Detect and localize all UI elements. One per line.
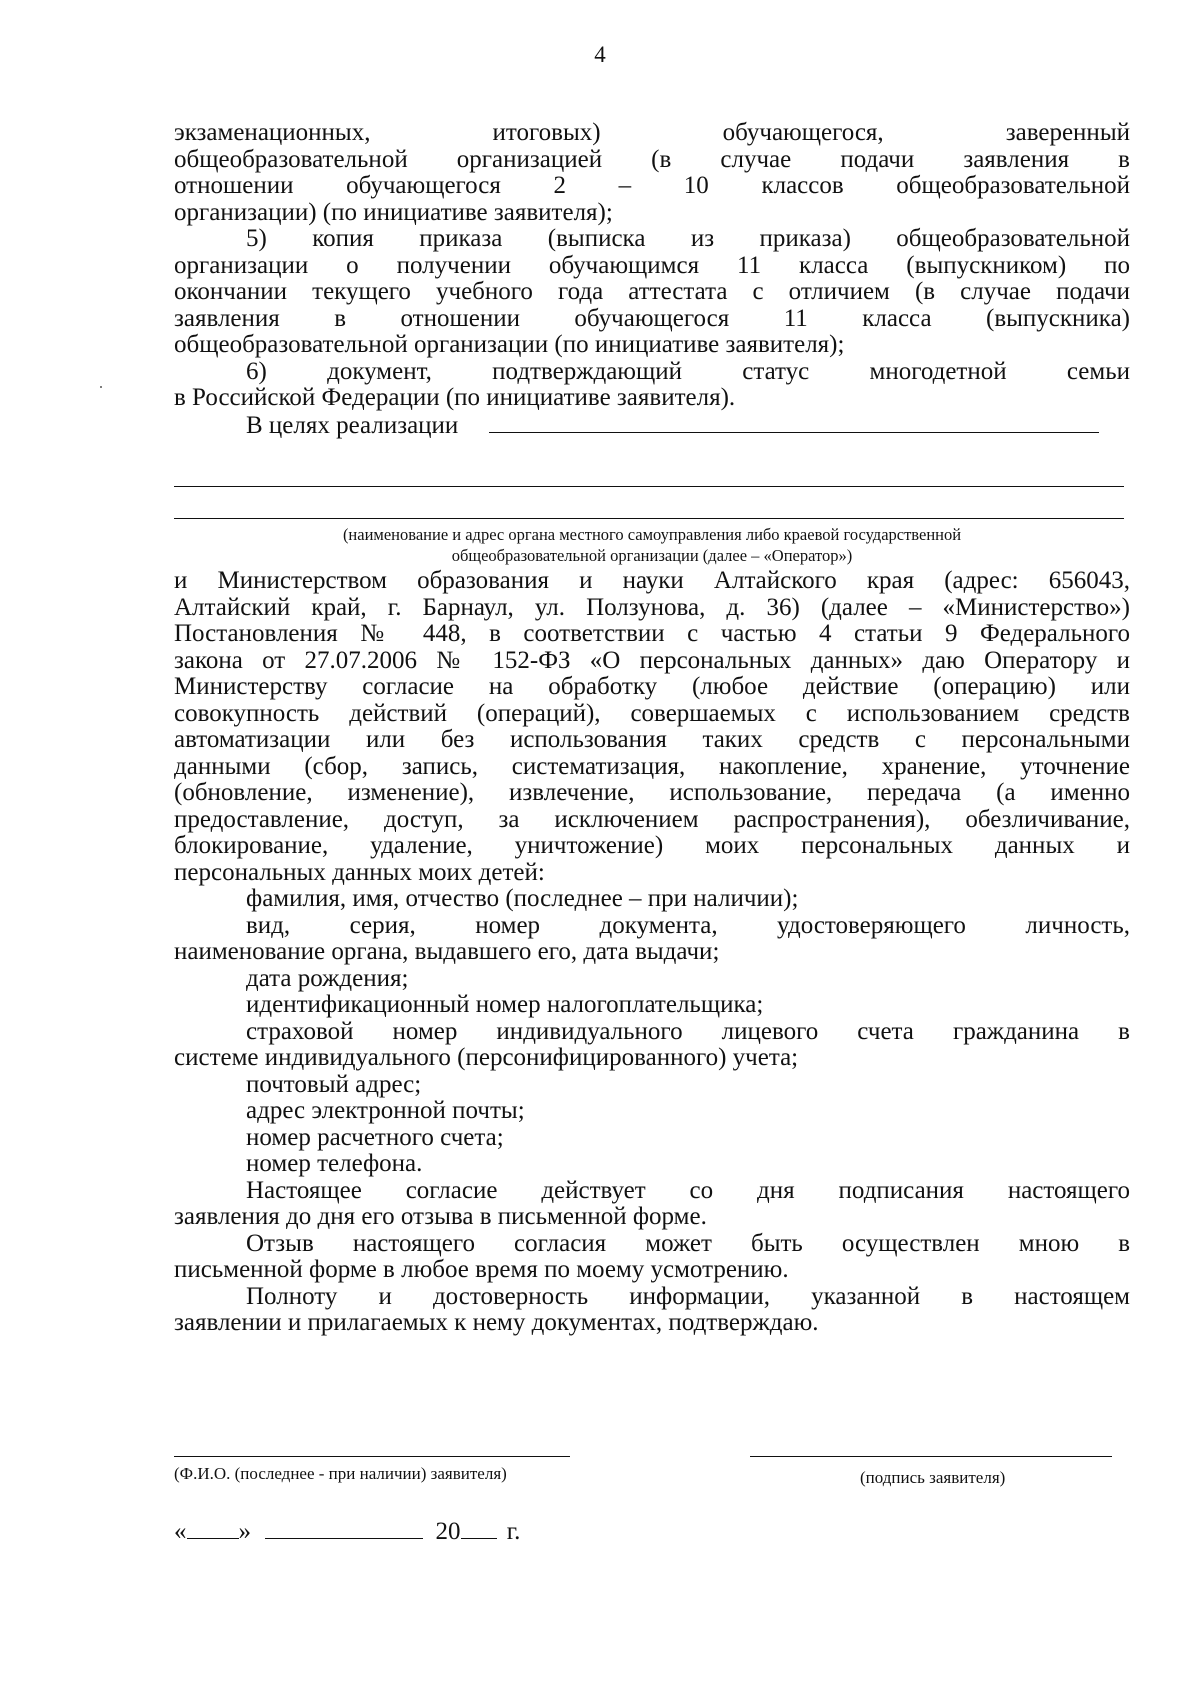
text-line: и Министерством образования и науки Алтайского края (адрес: 656043, [174, 567, 1130, 594]
fio-caption: (Ф.И.О. (последнее - при наличии) заявителя) [174, 1464, 507, 1483]
close-quote: » [238, 1518, 251, 1545]
list-item-6: 6) документ, подтверждающий статус многодетной семьи [246, 357, 1130, 385]
operator-name-field[interactable] [489, 412, 1099, 433]
data-item: адрес электронной почты; [246, 1097, 525, 1124]
operator-caption [174, 524, 1130, 566]
text-line: блокирование, удаление, уничтожение) моих персональных данных и [174, 832, 1130, 859]
text-line: в Российской Федерации (по инициативе заявителя). [174, 384, 736, 411]
text-line: заявлении и прилагаемых к нему документах, подтверждаю. [174, 1309, 819, 1336]
list-item-5: 5) копия приказа (выписка из приказа) общеобразовательной [246, 225, 1130, 252]
day-field[interactable] [187, 1518, 239, 1539]
data-item: почтовый адрес; [246, 1070, 422, 1098]
operator-fill-line-3[interactable] [174, 518, 1124, 519]
caption-line: (наименование и адрес органа местного самоуправления либо краевой государственной [342, 525, 962, 544]
text-line: предоставление, доступ, за исключением распространения), обезличивание, [174, 805, 1130, 833]
text-line: Алтайский край, г. Барнаул, ул. Ползунова, д. 36) (далее – «Министерство») [174, 593, 1130, 621]
signature-caption: (подпись заявителя) [860, 1468, 1006, 1487]
text-line: организации о получении обучающимся 11 класса (выпускником) по [174, 251, 1130, 279]
text-line: организации) (по инициативе заявителя); [174, 198, 613, 226]
text-line: (обновление, изменение), извлечение, использование, передача (а именно [174, 779, 1130, 806]
purpose-line [174, 412, 1130, 440]
attachments-list [174, 120, 1130, 439]
text-line: общеобразовательной организацией (в случае подачи заявления в [174, 145, 1130, 173]
text-line: заявления до дня его отзыва в письменной форме. [174, 1203, 707, 1230]
data-item: номер расчетного счета; [246, 1123, 504, 1151]
fio-line[interactable] [174, 1456, 570, 1457]
consent-paragraph [174, 568, 1130, 1337]
text-line: экзаменационных, итоговых) обучающегося, заверенный [174, 119, 1130, 146]
date-line [174, 1518, 520, 1546]
data-item: дата рождения; [246, 964, 409, 992]
text-line: письменной форме в любое время по моему усмотрению. [174, 1256, 789, 1283]
year-suffix: г. [506, 1518, 521, 1545]
data-item: фамилия, имя, отчество (последнее – при наличии); [246, 885, 799, 912]
revocation-paragraph: Отзыв настоящего согласия может быть осуществлен мною в [246, 1229, 1130, 1257]
caption-line: общеобразовательной организации (далее – «Оператор») [451, 546, 853, 565]
data-item-cont: системе индивидуального (персонифицированного) учета; [174, 1044, 799, 1071]
confirmation-paragraph: Полноту и достоверность информации, указанной в настоящем [246, 1282, 1130, 1310]
text-line: заявления в отношении обучающегося 11 класса (выпускника) [174, 304, 1130, 332]
data-item: номер телефона. [246, 1150, 423, 1177]
text-line: Постановления № 448, в соответствии с частью 4 статьи 9 Федерального [174, 620, 1130, 647]
purpose-label: В целях реализации [246, 411, 459, 439]
validity-paragraph: Настоящее согласие действует со дня подписания настоящего [246, 1176, 1130, 1204]
signature-line[interactable] [750, 1456, 1112, 1457]
page-number: 4 [594, 42, 606, 67]
data-item: идентификационный номер налогоплательщика; [246, 991, 764, 1018]
text-line: общеобразовательной организации (по инициативе заявителя); [174, 331, 845, 358]
text-line: персональных данных моих детей: [174, 858, 545, 886]
text-line: закона от 27.07.2006 № 152-ФЗ «О персональных данных» даю Оператору и [174, 646, 1130, 674]
year-prefix: 20 [435, 1518, 461, 1545]
data-item-cont: наименование органа, выдавшего его, дата выдачи; [174, 938, 720, 965]
data-item: вид, серия, номер документа, удостоверяющего личность, [246, 911, 1130, 939]
text-line: данными (сбор, запись, систематизация, накопление, хранение, уточнение [174, 752, 1130, 780]
text-line: Министерству согласие на обработку (любое действие (операцию) или [174, 673, 1130, 700]
operator-fill-line-2[interactable] [174, 486, 1124, 487]
open-quote: « [174, 1518, 187, 1545]
data-item: страховой номер индивидуального лицевого счета гражданина в [246, 1017, 1130, 1045]
text-line: совокупность действий (операций), совершаемых с использованием средств [174, 699, 1130, 727]
text-line: окончании текущего учебного года аттестата с отличием (в случае подачи [174, 278, 1130, 305]
month-field[interactable] [265, 1518, 423, 1539]
text-line: автоматизации или без использования таких средств с персональными [174, 726, 1130, 753]
scan-speck [100, 386, 102, 388]
text-line: отношении обучающегося 2 – 10 классов общеобразовательной [174, 172, 1130, 199]
year-field[interactable] [461, 1518, 497, 1539]
